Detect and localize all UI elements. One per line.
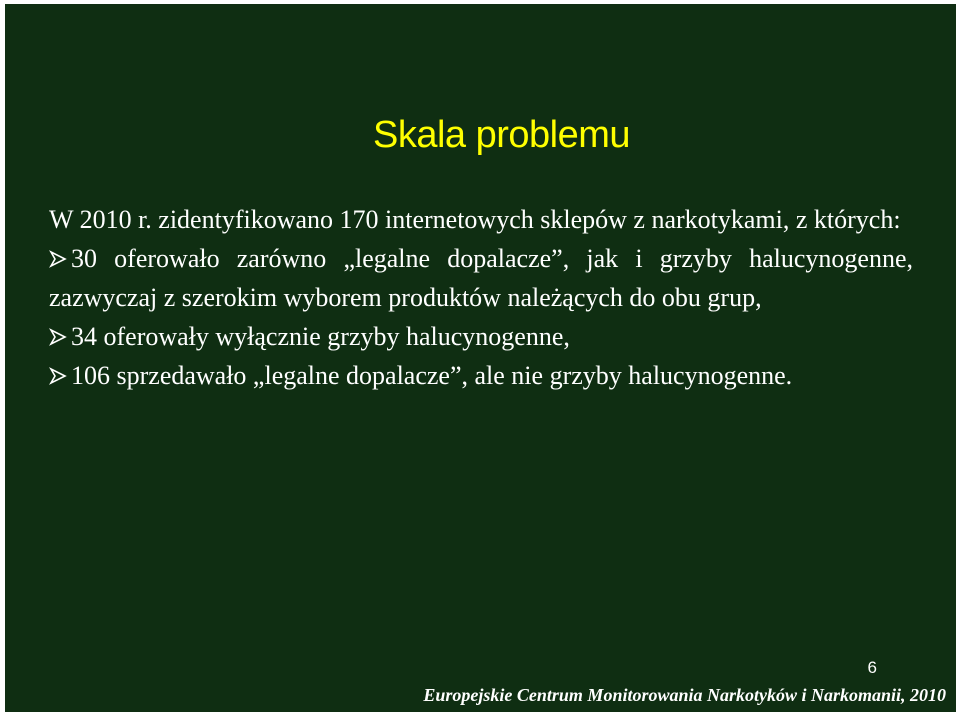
bullet-text: 30 oferowało zarówno „legalne dopalacze”, jak i grzyby halucynogenne, zazwyczaj z szerokim wyborem produktów należących do obu grup, — [49, 244, 913, 312]
arrow-outline-icon — [49, 328, 67, 346]
arrow-outline-icon — [49, 250, 67, 268]
bullet-text: 106 sprzedawało „legalne dopalacze”, ale nie grzyby halucynogenne. — [71, 361, 793, 390]
bullet-item-3 — [49, 356, 913, 395]
intro-text: W 2010 r. zidentyfikowano 170 internetowych sklepów z narkotykami, z których: — [49, 205, 901, 234]
arrow-outline-icon — [49, 367, 67, 385]
footer-source: Europejskie Centrum Monitorowania Narkotyków i Narkomanii, 2010 — [423, 685, 946, 705]
slide — [5, 4, 956, 712]
bullet-text: 34 oferowały wyłącznie grzyby halucynogenne, — [71, 322, 570, 351]
bullet-item-2 — [49, 317, 913, 356]
page-number: 6 — [867, 658, 877, 677]
slide-title: Skala problemu — [372, 114, 631, 156]
slide-body — [49, 200, 913, 395]
bullet-item-1 — [49, 239, 913, 317]
